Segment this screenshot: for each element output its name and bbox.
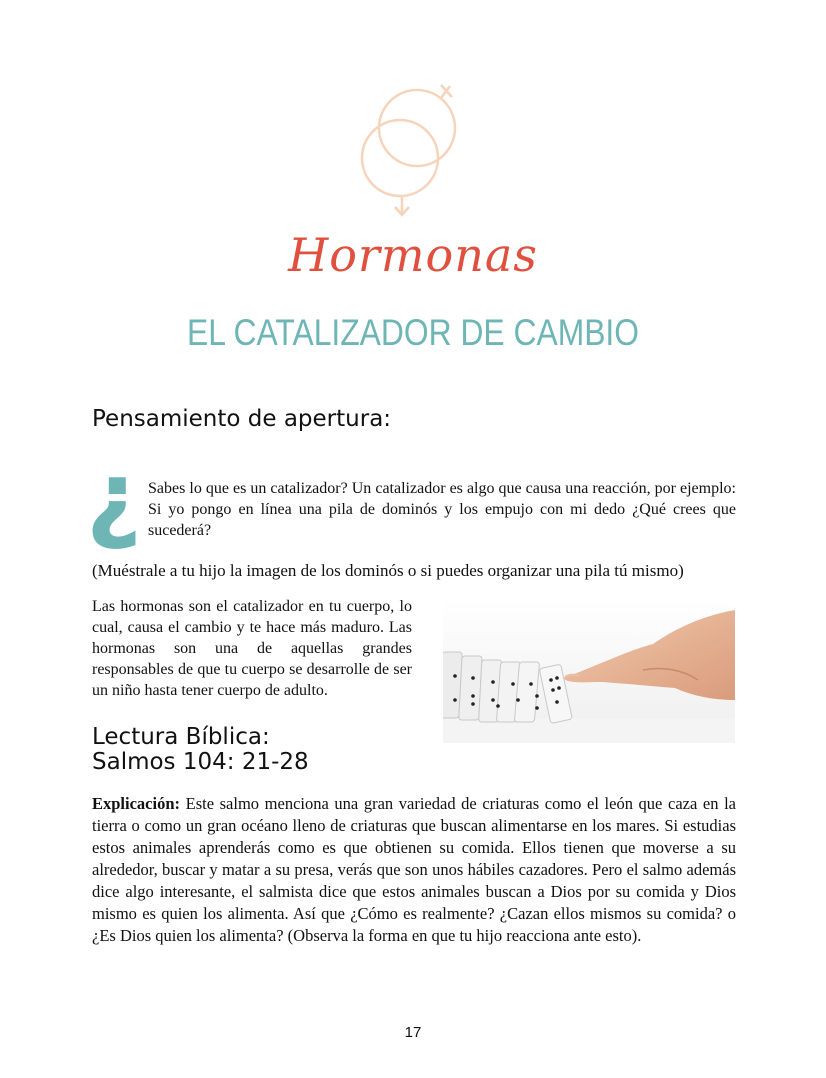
- explanation-label: Explicación:: [92, 794, 181, 813]
- explanation-paragraph: [92, 793, 736, 947]
- domino-photo: [443, 600, 735, 743]
- hormones-paragraph: Las hormonas son el catalizador en tu cuerpo, lo cual, causa el cambio y te hace más maduro. Las hormonas son una de aquellas grandes responsables de que tu cuerpo se desarrolle de ser un niño hasta tener cuerpo de adulto.: [92, 598, 412, 699]
- opening-heading: Pensamiento de apertura:: [92, 406, 392, 432]
- opening-paragraph: Sabes lo que es un catalizador? Un catalizador es algo que causa una reacción, por ejemplo: Si yo pongo en línea una pila de dominós y los empujo con mi dedo ¿Qué crees que sucederá?: [148, 480, 736, 539]
- page-subtitle: EL CATALIZADOR DE CAMBIO: [186, 312, 640, 353]
- inverted-question-mark-icon: ¿: [86, 441, 142, 553]
- explanation-text: Este salmo menciona una gran variedad de criaturas como el león que caza en la tierra o como un gran océano lleno de criaturas que buscan alimentarse en los mares. Si estudias estos animales aprenderás como es que obtienen su comida. Ellos tienen que moverse a su alrededor, buscar y matar a su presa, verás que son unos hábiles cazadores. Pero el salmo además dice algo interesante, el salmista dice que estos animales buscan a Dios por su comida y Dios mismo es quien los alimenta. Así que ¿Cómo es realmente? ¿Cazan ellos mismos su comida? o ¿Es Dios quien los alimenta? (Observa la forma en que tu hijo reacciona ante esto).: [92, 794, 736, 945]
- reading-heading-line2: Salmos 104: 21-28: [92, 749, 309, 775]
- page-number: 17: [404, 1024, 422, 1041]
- reading-heading-line1: Lectura Bíblica:: [92, 724, 270, 750]
- page-title: Hormonas: [288, 228, 538, 282]
- venus-mars-icon: [355, 80, 475, 225]
- instruction-note: (Muéstrale a tu hijo la imagen de los dominós o si puedes organizar una pila tú mismo): [92, 561, 684, 580]
